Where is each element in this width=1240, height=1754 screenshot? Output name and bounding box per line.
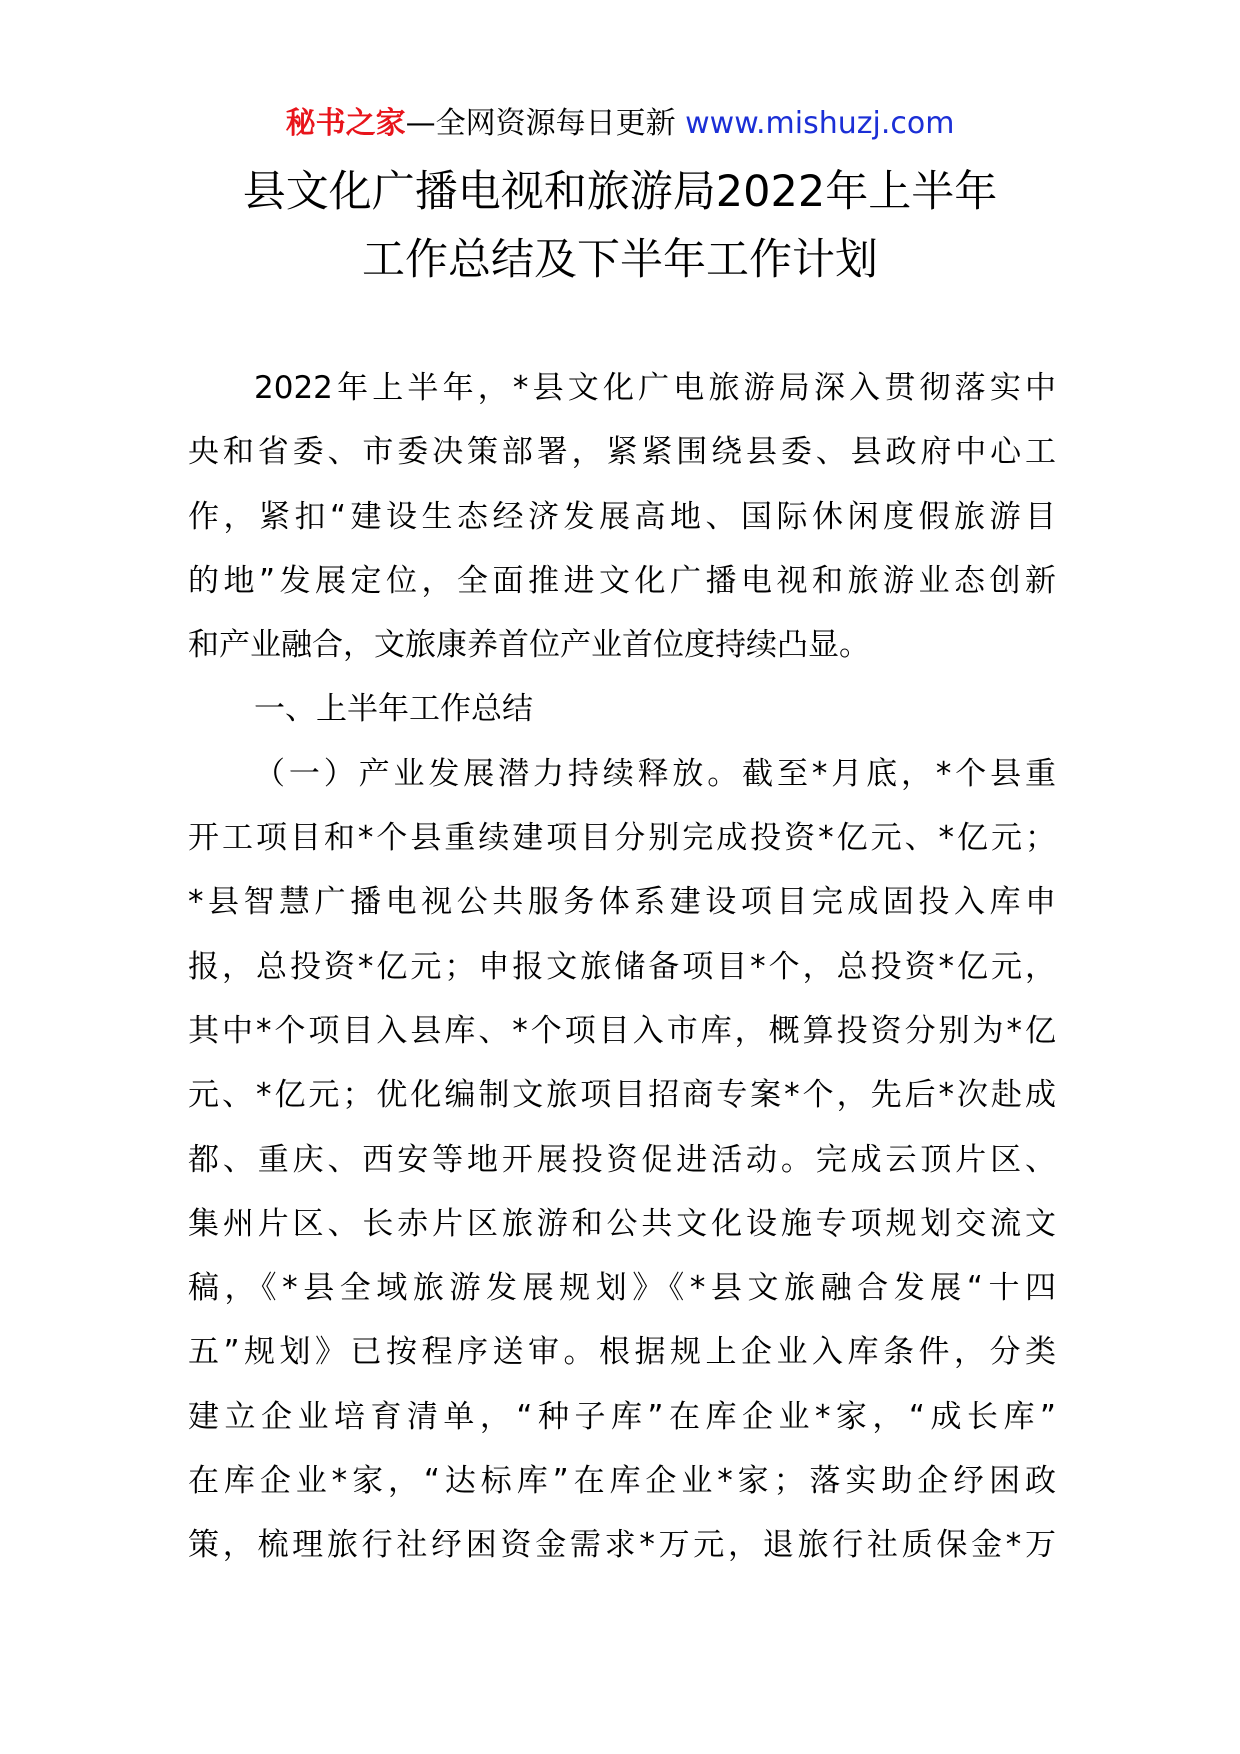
watermark-banner [0, 104, 1240, 144]
document-body [188, 356, 1056, 1578]
document-title-line-1: 县文化广播电视和旅游局2022年上半年 [242, 167, 998, 217]
body-line: 作，紧扣“建设生态经济发展高地、国际休闲度假旅游目 [188, 498, 1056, 535]
body-line: （一）产业发展潜力持续释放。截至*月底，*个县重 [254, 755, 1056, 792]
body-line: 在库企业*家，“达标库”在库企业*家；落实助企纾困政 [188, 1463, 1056, 1500]
document-title-line-2: 工作总结及下半年工作计划 [362, 235, 878, 285]
section-heading: 一、上半年工作总结 [254, 691, 533, 728]
body-line: 策，梳理旅行社纾困资金需求*万元，退旅行社质保金*万 [188, 1527, 1056, 1564]
body-line: 报，总投资*亿元；申报文旅储备项目*个，总投资*亿元， [188, 948, 1056, 985]
body-line: 央和省委、市委决策部署，紧紧围绕县委、县政府中心工 [188, 434, 1056, 471]
body-line: *县智慧广播电视公共服务体系建设项目完成固投入库申 [188, 884, 1056, 921]
body-line: 开工项目和*个县重续建项目分别完成投资*亿元、*亿元； [188, 820, 1056, 857]
watermark-brand: 秘书之家 [285, 106, 406, 141]
body-line: 元、*亿元；优化编制文旅项目招商专案*个，先后*次赴成 [188, 1077, 1056, 1114]
body-line: 都、重庆、西安等地开展投资促进活动。完成云顶片区、 [188, 1141, 1056, 1178]
body-line: 稿，《*县全域旅游发展规划》《*县文旅融合发展“十四 [188, 1270, 1056, 1307]
body-line: 的地”发展定位，全面推进文化广播电视和旅游业态创新 [188, 562, 1056, 599]
body-line: 五”规划》已按程序送审。根据规上企业入库条件，分类 [188, 1334, 1056, 1371]
watermark-tagline: —全网资源每日更新 [405, 106, 676, 141]
body-line: 和产业融合，文旅康养首位产业首位度持续凸显。 [188, 627, 870, 664]
body-line: 2022年上半年，*县文化广电旅游局深入贯彻落实中 [254, 370, 1056, 406]
watermark-url[interactable]: www.mishuzj.com [685, 106, 955, 141]
body-line: 建立企业培育清单，“种子库”在库企业*家，“成长库” [188, 1398, 1056, 1435]
body-line: 集州片区、长赤片区旅游和公共文化设施专项规划交流文 [188, 1205, 1056, 1242]
body-line: 其中*个项目入县库、*个项目入市库，概算投资分别为*亿 [188, 1012, 1056, 1049]
